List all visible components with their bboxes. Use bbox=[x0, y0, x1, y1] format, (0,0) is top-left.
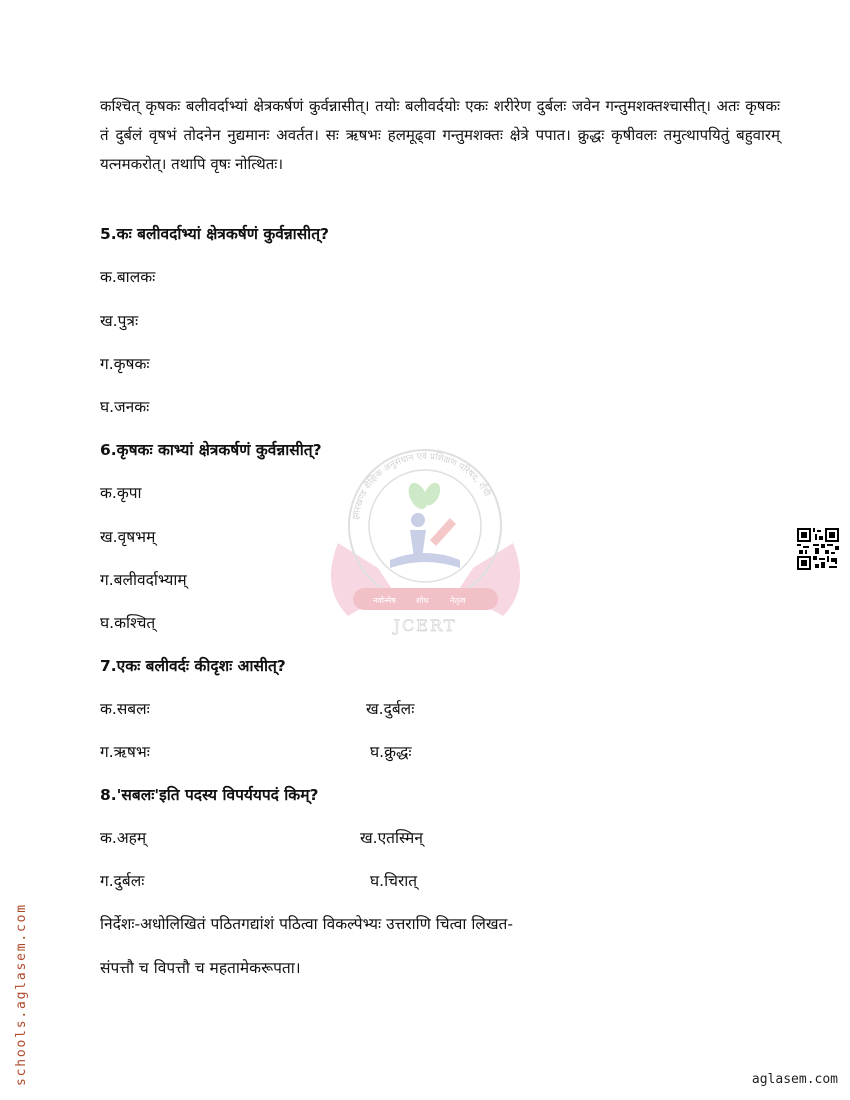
option-7-c: ग.ऋषभः bbox=[100, 743, 150, 761]
option-5-b: ख.पुत्रः bbox=[100, 312, 139, 330]
qr-code-icon bbox=[797, 528, 839, 570]
passage2-first-line: संपत्तौ च विपत्तौ च महतामेकरूपता। bbox=[100, 959, 301, 977]
watermark-motto-2: शोध bbox=[416, 596, 429, 605]
option-5-d: घ.जनकः bbox=[100, 398, 150, 416]
option-6-c: ग.बलीवर्दाभ्याम् bbox=[100, 571, 187, 589]
passage-text: कश्चित् कृषकः बलीवर्दाभ्यां क्षेत्रकर्षणं कुर्वन्नासीत्। तयोः बलीवर्दयोः एकः शरीरेण दुर्बलः जवेन गन्तुमशक्तश्चासीत्। अतः कृषकः तं दुर्बलं वृषभं तोदनेन नुद्यमानः अवर्तत। सः ऋषभः हलमूढ्वा गन्तुमशक्तः क्षेत्रे पपात। क्रुद्धः कृषीवलः तमुत्थापयितुं बहुवारम् यत्नमकरोत्। तथापि वृषः नोत्थितः। bbox=[100, 97, 780, 173]
option-6-a: क.कृपा bbox=[100, 484, 142, 502]
option-7-d: घ.क्रुद्धः bbox=[370, 743, 412, 761]
instruction-text: निर्देशः-अधोलिखितं पठितगद्यांशं पठित्वा विकल्पेभ्यः उत्तराणि चित्वा लिखत- bbox=[100, 915, 513, 933]
watermark-ring-text: झारखण्ड शैक्षिक अनुसंधान एवं प्रशिक्षण परिषद, राँची bbox=[351, 451, 492, 521]
option-8-c: ग.दुर्बलः bbox=[100, 872, 145, 890]
question-7: 7.एकः बलीवर्दः कीदृशः आसीत्? bbox=[100, 657, 286, 675]
question-6: 6.कृषकः काभ्यां क्षेत्रकर्षणं कुर्वन्नासीत्? bbox=[100, 441, 322, 459]
option-5-a: क.बालकः bbox=[100, 268, 156, 286]
footer-url: aglasem.com bbox=[751, 1072, 838, 1087]
watermark-motto-1: नवोन्मेष bbox=[373, 596, 396, 605]
option-8-d: घ.चिरात् bbox=[370, 872, 418, 890]
watermark-outer-ring bbox=[349, 450, 501, 602]
watermark-motto-3: नेतृत्व bbox=[450, 596, 466, 605]
watermark-org: JCERT bbox=[393, 616, 457, 635]
option-7-a: क.सबलः bbox=[100, 700, 150, 718]
question-5: 5.कः बलीवर्दाभ्यां क्षेत्रकर्षणं कुर्वन्नासीत्? bbox=[100, 225, 330, 243]
watermark-figure-head bbox=[411, 513, 425, 527]
option-8-a: क.अहम् bbox=[100, 829, 147, 847]
option-8-b: ख.एतस्मिन् bbox=[360, 829, 423, 847]
option-7-b: ख.दुर्बलः bbox=[366, 700, 415, 718]
option-6-b: ख.वृषभम् bbox=[100, 528, 156, 546]
option-5-c: ग.कृषकः bbox=[100, 355, 150, 373]
question-8: 8.'सबलः'इति पदस्य विपर्ययपदं किम्? bbox=[100, 786, 319, 804]
jcert-watermark-logo bbox=[318, 448, 533, 638]
side-url-watermark: schools.aglasem.com bbox=[14, 903, 29, 1086]
watermark-pencil bbox=[430, 518, 456, 546]
watermark-book bbox=[390, 553, 460, 568]
option-6-d: घ.कश्चित् bbox=[100, 614, 156, 632]
watermark-inner-ring bbox=[369, 470, 481, 582]
